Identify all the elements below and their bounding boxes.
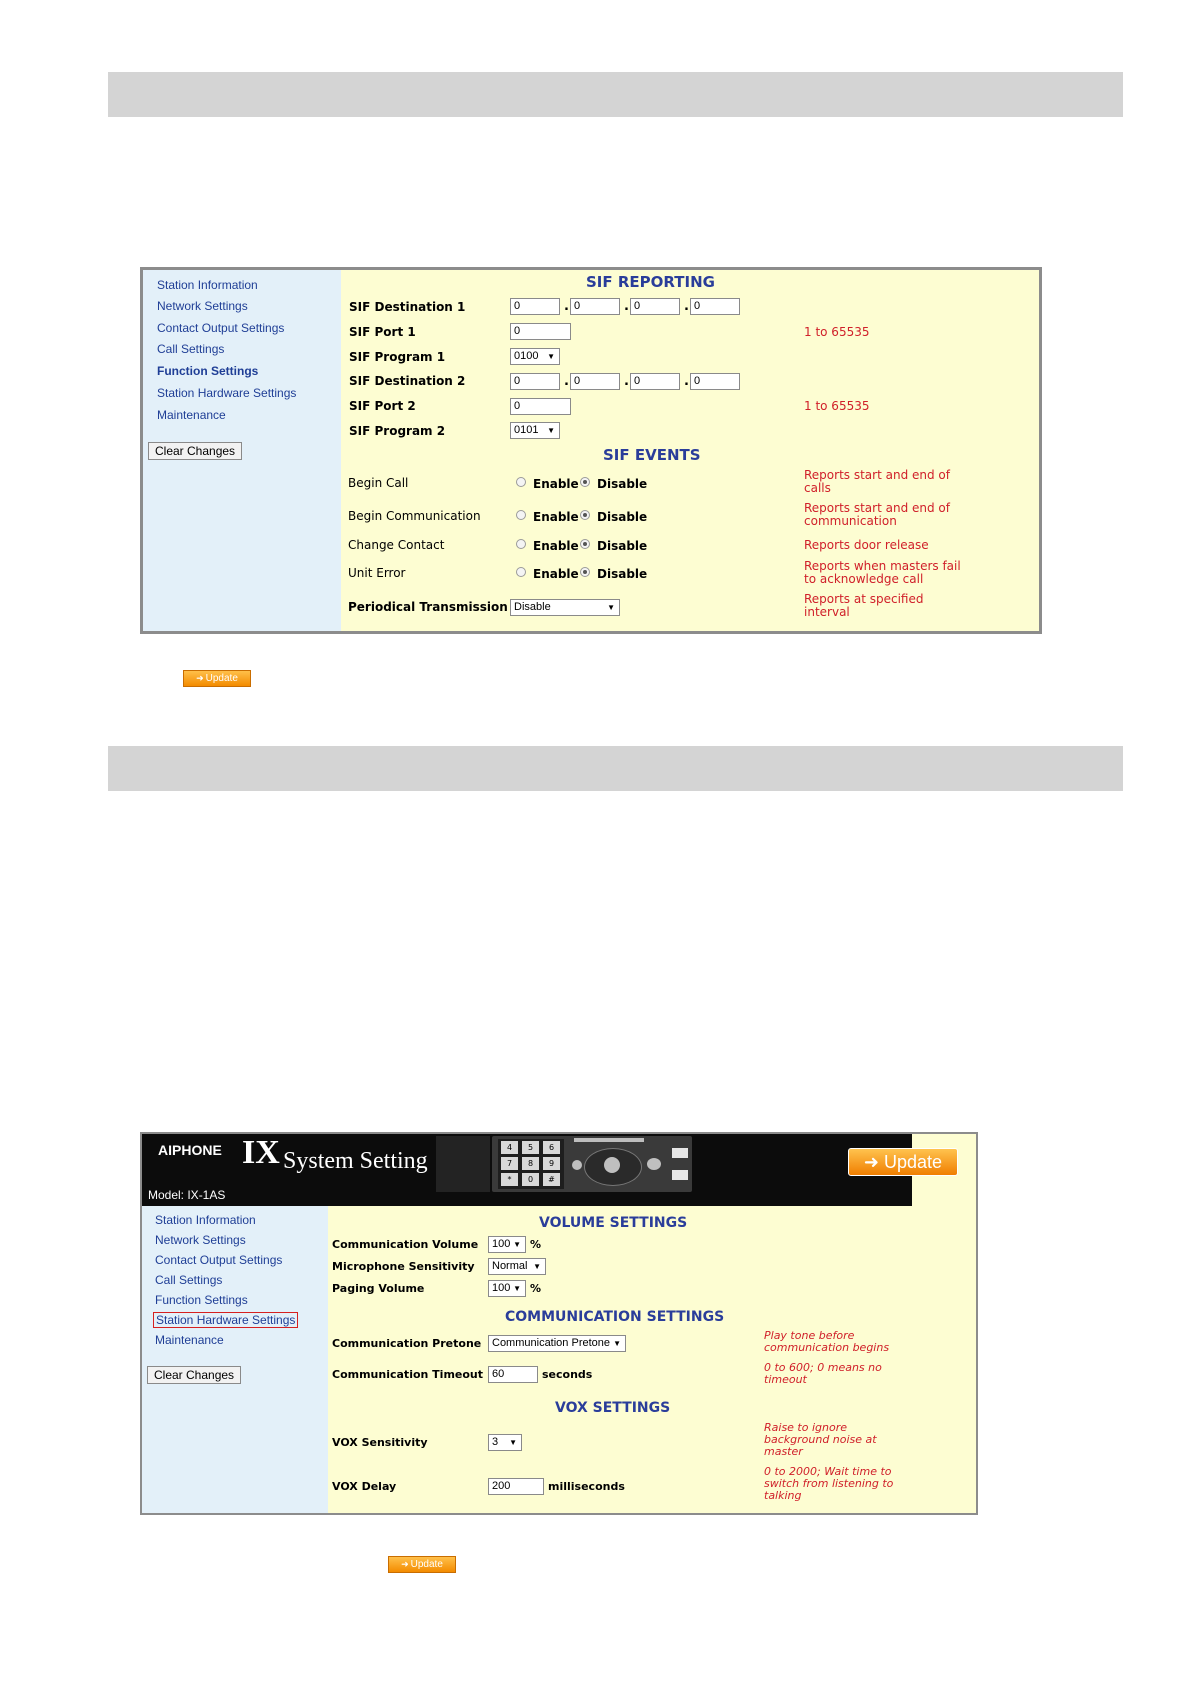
chevron-down-icon: ▼ [533, 1262, 541, 1271]
paging-volume-value: 100 [492, 1282, 511, 1294]
event-unit-error-note-line-2: to acknowledge call [804, 572, 924, 586]
keypad-key: # [543, 1173, 560, 1186]
keypad-key: 7 [501, 1157, 518, 1170]
percent-unit: % [530, 1282, 542, 1295]
vox-sensitivity-note-line-2: background noise at [764, 1433, 877, 1446]
sif-destination-1-octet-3[interactable]: 0 [630, 298, 680, 315]
vox-sensitivity-label: VOX Sensitivity [332, 1436, 428, 1449]
chevron-down-icon: ▼ [607, 603, 615, 612]
disable-label: Disable [597, 510, 648, 524]
vox-settings-title: VOX SETTINGS [555, 1400, 671, 1416]
communication-timeout-label: Communication Timeout [332, 1368, 484, 1381]
paging-volume-label: Paging Volume [332, 1282, 425, 1295]
sif-reporting-title: SIF REPORTING [586, 273, 715, 291]
event-change-contact-disable-radio[interactable] [580, 539, 590, 549]
communication-volume-value: 100 [492, 1238, 511, 1250]
sif-destination-1-octet-1[interactable]: 0 [510, 298, 560, 315]
nav-call-settings[interactable]: Call Settings [157, 342, 225, 356]
sif-port-2-input[interactable]: 0 [510, 398, 571, 415]
sif-destination-1-label: SIF Destination 1 [349, 300, 466, 314]
sif-program-1-select[interactable] [510, 348, 560, 365]
nav-contact-output-settings[interactable]: Contact Output Settings [155, 1253, 283, 1267]
keypad-key: 4 [501, 1141, 518, 1154]
nav-station-hardware-settings[interactable]: Station Hardware Settings [153, 1312, 298, 1328]
sif-destination-1-octet-2[interactable]: 0 [570, 298, 620, 315]
volume-settings-title: VOLUME SETTINGS [539, 1215, 688, 1231]
periodical-transmission-note-line-2: interval [804, 605, 850, 619]
update-button[interactable] [183, 670, 251, 687]
vox-delay-note-line-3: talking [764, 1489, 802, 1502]
percent-unit: % [530, 1238, 542, 1251]
sif-port-1-label: SIF Port 1 [349, 325, 416, 339]
chevron-down-icon: ▼ [613, 1339, 621, 1348]
sif-destination-2-label: SIF Destination 2 [349, 374, 466, 388]
microphone-sensitivity-value: Normal [492, 1260, 528, 1272]
nav-network-settings[interactable]: Network Settings [155, 1233, 246, 1247]
event-begin-call-enable-radio[interactable] [516, 477, 526, 487]
milliseconds-unit: milliseconds [548, 1480, 625, 1493]
periodical-transmission-value: Disable [514, 601, 551, 613]
periodical-transmission-note: Reports at specified [804, 592, 924, 606]
communication-settings-title: COMMUNICATION SETTINGS [505, 1309, 725, 1325]
event-unit-error-enable-radio[interactable] [516, 567, 526, 577]
paging-volume-select[interactable] [488, 1280, 526, 1297]
event-unit-error-label: Unit Error [348, 566, 406, 580]
event-begin-communication-label: Begin Communication [348, 509, 481, 523]
event-begin-communication-note-line-2: communication [804, 514, 897, 528]
event-begin-call-note: Reports start and end of [804, 468, 950, 482]
sidebar [143, 270, 341, 631]
communication-volume-label: Communication Volume [332, 1238, 479, 1251]
vox-sensitivity-select[interactable] [488, 1434, 522, 1451]
enable-label: Enable [533, 510, 579, 524]
disable-label: Disable [597, 539, 648, 553]
sif-events-title: SIF EVENTS [603, 446, 701, 464]
arrow-right-icon: ➜ [401, 1559, 409, 1569]
sif-program-2-select[interactable] [510, 422, 560, 439]
keypad-key: * [501, 1173, 518, 1186]
update-button[interactable] [388, 1556, 456, 1573]
ip-separator: . [564, 299, 569, 314]
sif-program-2-value: 0101 [514, 424, 539, 436]
vox-delay-input[interactable]: 200 [488, 1478, 544, 1495]
model-label: Model: IX-1AS [148, 1188, 226, 1202]
chevron-down-icon: ▼ [547, 426, 555, 435]
communication-pretone-note-line-2: communication begins [764, 1341, 890, 1354]
vox-delay-note-line-2: switch from listening to [764, 1477, 894, 1490]
nav-call-settings[interactable]: Call Settings [155, 1273, 223, 1287]
nav-maintenance[interactable]: Maintenance [155, 1333, 224, 1347]
event-begin-call-note-line-2: calls [804, 481, 831, 495]
nav-station-information[interactable]: Station Information [155, 1213, 256, 1227]
sif-port-2-range-note: 1 to 65535 [804, 399, 870, 413]
event-unit-error-disable-radio[interactable] [580, 567, 590, 577]
header-update-button[interactable] [848, 1148, 958, 1176]
sif-destination-2-octet-2[interactable]: 0 [570, 373, 620, 390]
sif-destination-2-octet-4[interactable]: 0 [690, 373, 740, 390]
round-button-icon [572, 1160, 582, 1170]
keypad-key: 5 [522, 1141, 539, 1154]
ip-separator: . [684, 299, 689, 314]
keypad-key: 6 [543, 1141, 560, 1154]
enable-label: Enable [533, 477, 579, 491]
clear-changes-button[interactable]: Clear Changes [147, 1366, 241, 1384]
clear-changes-button[interactable]: Clear Changes [148, 442, 242, 460]
sif-program-1-label: SIF Program 1 [349, 350, 446, 364]
section-header-band-2 [108, 746, 1123, 791]
sif-program-1-value: 0100 [514, 350, 539, 362]
event-change-contact-note: Reports door release [804, 538, 929, 552]
communication-timeout-input[interactable]: 60 [488, 1366, 538, 1383]
communication-volume-select[interactable] [488, 1236, 526, 1253]
ip-separator: . [564, 374, 569, 389]
ip-separator: . [624, 299, 629, 314]
keypad-key: 8 [522, 1157, 539, 1170]
section-header-band-1 [108, 72, 1123, 117]
vox-sensitivity-value: 3 [492, 1436, 499, 1448]
chevron-down-icon: ▼ [513, 1284, 521, 1293]
event-begin-communication-note: Reports start and end of [804, 501, 950, 515]
app-header [142, 1134, 943, 1206]
sif-program-2-label: SIF Program 2 [349, 424, 446, 438]
nav-network-settings[interactable]: Network Settings [157, 299, 248, 313]
nav-function-settings[interactable]: Function Settings [155, 1293, 248, 1307]
device-illustration [492, 1136, 692, 1192]
sif-port-1-range-note: 1 to 65535 [804, 325, 870, 339]
communication-timeout-note-line-2: timeout [764, 1373, 807, 1386]
sif-settings-panel [140, 267, 1042, 634]
microphone-sensitivity-label: Microphone Sensitivity [332, 1260, 475, 1273]
keypad [498, 1139, 564, 1189]
event-change-contact-enable-radio[interactable] [516, 539, 526, 549]
event-change-contact-label: Change Contact [348, 538, 445, 552]
function-keys [574, 1138, 644, 1142]
nav-function-settings[interactable]: Function Settings [157, 364, 259, 378]
chevron-down-icon: ▼ [547, 352, 555, 361]
communication-pretone-label: Communication Pretone [332, 1337, 482, 1350]
brand-logo: AIPHONE [158, 1142, 222, 1158]
update-button-label: Update [205, 673, 238, 684]
sif-port-2-label: SIF Port 2 [349, 399, 416, 413]
vox-delay-note: 0 to 2000; Wait time to [764, 1465, 892, 1478]
chevron-down-icon: ▼ [513, 1240, 521, 1249]
side-button-icon [672, 1148, 688, 1158]
disable-label: Disable [597, 477, 648, 491]
keypad-key: 9 [543, 1157, 560, 1170]
sif-port-1-input[interactable]: 0 [510, 323, 571, 340]
disable-label: Disable [597, 567, 648, 581]
sif-destination-1-octet-4[interactable]: 0 [690, 298, 740, 315]
communication-pretone-note: Play tone before [764, 1329, 855, 1342]
periodical-transmission-select[interactable] [510, 599, 620, 616]
vox-sensitivity-note-line-3: master [764, 1445, 803, 1458]
nav-pad-center [604, 1157, 620, 1173]
event-begin-call-disable-radio[interactable] [580, 477, 590, 487]
side-button-icon [672, 1170, 688, 1180]
ip-separator: . [624, 374, 629, 389]
seconds-unit: seconds [542, 1368, 593, 1381]
chevron-down-icon: ▼ [509, 1438, 517, 1447]
arrow-right-icon: ➜ [863, 1152, 885, 1172]
vox-delay-label: VOX Delay [332, 1480, 397, 1493]
periodical-transmission-label: Periodical Transmission [348, 600, 508, 614]
speaker-grille [436, 1136, 490, 1192]
ip-separator: . [684, 374, 689, 389]
header-update-button-label: Update [884, 1152, 943, 1172]
sif-destination-2-octet-3[interactable]: 0 [630, 373, 680, 390]
enable-label: Enable [533, 539, 579, 553]
nav-maintenance[interactable]: Maintenance [157, 408, 226, 422]
vox-sensitivity-note: Raise to ignore [764, 1421, 848, 1434]
nav-contact-output-settings[interactable]: Contact Output Settings [157, 321, 285, 335]
nav-station-information[interactable]: Station Information [157, 278, 258, 292]
arrow-right-icon: ➜ [196, 673, 204, 683]
round-button-icon [647, 1158, 661, 1170]
event-begin-communication-disable-radio[interactable] [580, 510, 590, 520]
sif-destination-2-octet-1[interactable]: 0 [510, 373, 560, 390]
keypad-key: 0 [522, 1173, 539, 1186]
app-title-ix: IX [242, 1134, 280, 1171]
event-begin-communication-enable-radio[interactable] [516, 510, 526, 520]
microphone-sensitivity-select[interactable] [488, 1258, 546, 1275]
event-unit-error-note: Reports when masters fail [804, 559, 961, 573]
communication-timeout-note: 0 to 600; 0 means no [764, 1361, 882, 1374]
communication-pretone-value: Communication Pretone [492, 1337, 611, 1349]
sidebar [142, 1206, 328, 1513]
app-title: System Setting [283, 1148, 428, 1174]
nav-station-hardware-settings[interactable]: Station Hardware Settings [157, 386, 297, 400]
communication-pretone-select[interactable] [488, 1335, 626, 1352]
update-button-label: Update [410, 1559, 443, 1570]
ix-system-setting-window [140, 1132, 978, 1515]
event-begin-call-label: Begin Call [348, 476, 409, 490]
enable-label: Enable [533, 567, 579, 581]
